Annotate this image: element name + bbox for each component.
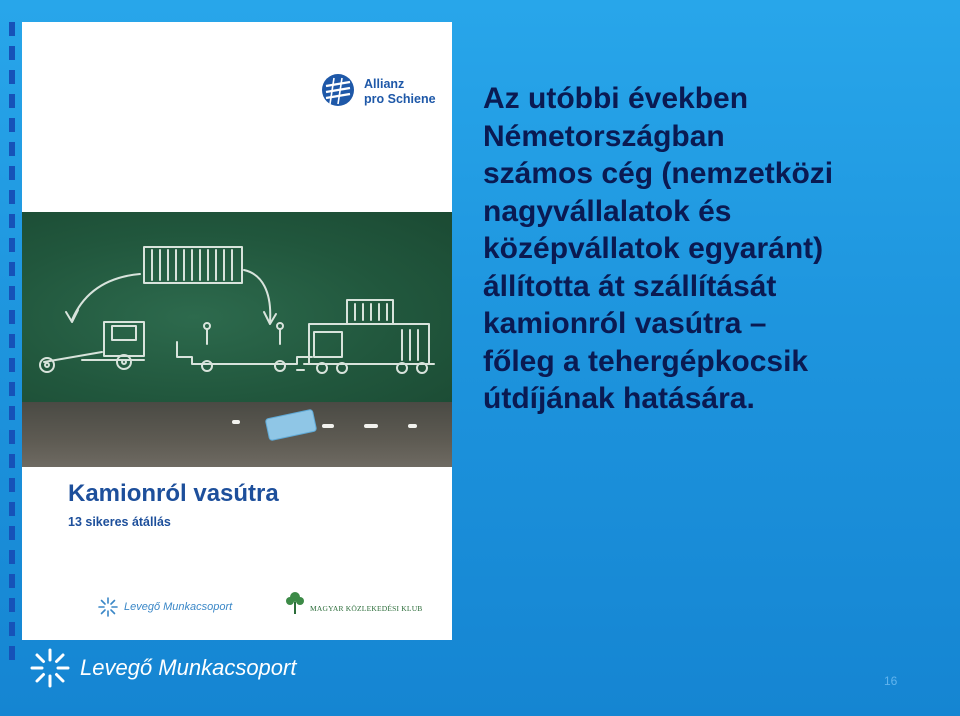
cover-mkk-logo xyxy=(284,590,423,616)
main-text-line: Az utóbbi években xyxy=(483,82,749,115)
left-ruler-decoration xyxy=(9,22,15,662)
footer-levego-logo xyxy=(30,648,296,688)
allianz-logo-line1: Allianz xyxy=(364,77,405,91)
cover-mkk-logo-text: MAGYAR KÖZLEKEDÉSI KLUB xyxy=(310,603,423,613)
main-text-line: kamionról vasútra – xyxy=(483,307,767,340)
main-text-line: nagyvállalatok és xyxy=(483,194,732,228)
main-text-line: főleg a tehergépkocsik xyxy=(483,344,809,378)
chalk-drawing-truck-to-train xyxy=(22,212,452,472)
book-subtitle: 13 sikeres átállás xyxy=(68,515,171,529)
main-text-line: útdíjának hatására. xyxy=(483,382,755,415)
levego-star-icon xyxy=(30,648,70,688)
allianz-logo-text xyxy=(364,77,436,107)
main-text-line: számos cég (nemzetközi xyxy=(483,157,834,190)
book-title: Kamionról vasútra xyxy=(68,480,279,507)
footer-logo-text: Levegő Munkacsoport xyxy=(80,655,297,680)
main-text-block xyxy=(483,80,943,418)
book-cover-image xyxy=(22,22,452,640)
main-text-line: állította át szállítását xyxy=(483,269,777,303)
main-text-line: Németországban xyxy=(483,119,725,153)
cover-levego-logo xyxy=(98,596,232,618)
levego-star-icon xyxy=(98,597,118,617)
main-text-line: középvállatok egyaránt) xyxy=(483,232,824,265)
page-number: 16 xyxy=(884,674,898,688)
tree-icon xyxy=(284,590,306,616)
cover-levego-logo-text: Levegő Munkacsoport xyxy=(124,601,233,613)
allianz-logo-line2: pro Schiene xyxy=(364,92,436,106)
